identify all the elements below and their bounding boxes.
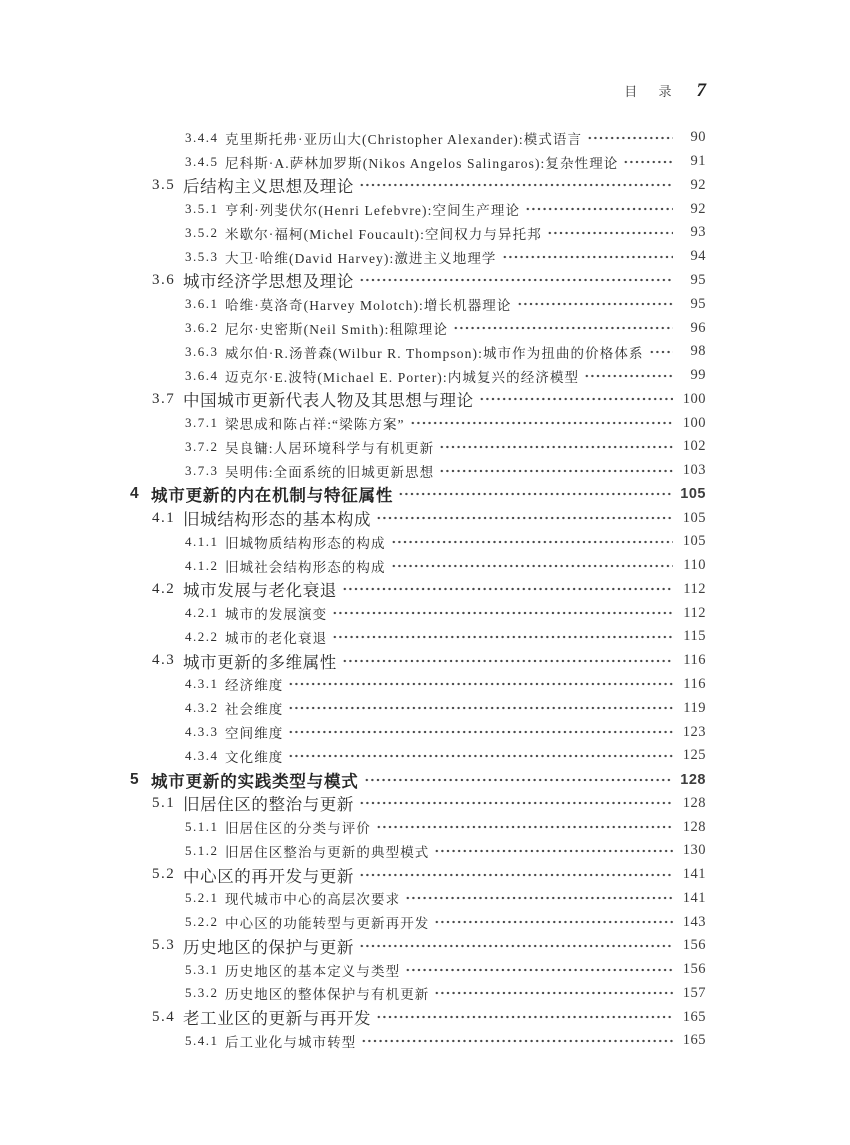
toc-entry-number: 3.6.4 — [185, 367, 219, 383]
toc-entry — [130, 815, 706, 839]
toc-entry — [130, 411, 706, 435]
toc-entry — [130, 364, 706, 388]
toc-entry-page: 128 — [682, 794, 706, 811]
toc-entry-title: 城市发展与老化衰退 — [183, 581, 337, 601]
toc-entry-page: 105 — [682, 509, 706, 526]
toc-entry-number: 4.2.2 — [185, 628, 219, 644]
toc-entry — [130, 435, 706, 459]
toc-entry-page: 102 — [682, 438, 706, 455]
toc-entry — [130, 720, 706, 744]
toc-entry-page: 105 — [682, 533, 706, 550]
toc-entry-title: 历史地区的保护与更新 — [183, 937, 354, 957]
toc-entry-page: 116 — [683, 652, 706, 669]
toc-entry-title: 历史地区的整体保护与有机更新 — [225, 987, 430, 1003]
toc-entry — [130, 292, 706, 316]
toc-entry-number: 4.3 — [152, 652, 176, 669]
toc-entry — [130, 150, 706, 174]
dot-leader — [342, 585, 673, 593]
toc-entry-title: 大卫·哈维(David Harvey):激进主义地理学 — [225, 250, 497, 266]
toc-entry-number: 3.4.5 — [185, 153, 219, 169]
toc-entry-number: 3.5.1 — [185, 201, 219, 217]
toc-entry-number: 3.7.3 — [185, 462, 219, 478]
dot-leader — [359, 181, 673, 189]
toc-entry-number: 3.6.2 — [185, 320, 219, 335]
toc-entry-number: 5.2 — [152, 866, 176, 883]
toc-entry-number: 5 — [130, 770, 139, 788]
toc-entry — [130, 126, 706, 150]
dot-leader — [502, 253, 673, 261]
toc-entry-number: 4.1.2 — [185, 557, 219, 573]
dot-leader — [288, 728, 673, 736]
toc-entry-page: 90 — [690, 129, 706, 146]
toc-entry-title: 空间维度 — [225, 726, 284, 742]
toc-entry — [130, 578, 706, 602]
toc-entry-page: 112 — [683, 580, 706, 597]
toc-entry-number: 4.2.1 — [185, 605, 219, 621]
toc-entry-number: 3.7 — [152, 390, 176, 407]
dot-leader — [364, 776, 673, 784]
toc-entry-number: 3.4.4 — [185, 129, 219, 145]
toc-entry — [130, 601, 706, 625]
toc-entry-number: 5.1.2 — [185, 842, 219, 858]
toc-entry-page: 93 — [690, 224, 706, 241]
dot-leader — [288, 680, 673, 688]
dot-leader — [439, 467, 673, 475]
dot-leader — [376, 823, 673, 831]
dot-leader — [332, 609, 673, 617]
toc-entry — [130, 530, 706, 554]
page-header — [624, 80, 706, 102]
toc-entry-page: 130 — [682, 842, 706, 859]
toc-entry — [130, 934, 706, 958]
toc-entry-title: 城市更新的多维属性 — [183, 652, 337, 672]
toc-entry-number: 3.7.1 — [185, 415, 219, 431]
toc-entry-number: 4.3.2 — [185, 700, 219, 716]
toc-entry-page: 95 — [690, 295, 706, 312]
toc-entry-number: 3.5 — [152, 176, 176, 193]
toc-entry-number: 5.4.1 — [185, 1032, 219, 1048]
dot-leader — [434, 989, 673, 997]
toc-entry-page: 103 — [682, 462, 706, 479]
toc-entry-page: 92 — [690, 200, 706, 217]
toc-entry-title: 中国城市更新代表人物及其思想与理论 — [183, 391, 474, 411]
toc-entry-number: 5.4 — [152, 1008, 176, 1025]
dot-leader — [342, 657, 673, 665]
toc-entry — [130, 625, 706, 649]
toc-entry-page: 95 — [690, 271, 706, 288]
dot-leader — [649, 348, 673, 356]
toc-entry-title: 中心区的再开发与更新 — [183, 866, 354, 886]
toc-entry — [130, 387, 706, 411]
dot-leader — [525, 205, 673, 213]
toc-entry — [130, 839, 706, 863]
toc-entry-number: 5.3 — [152, 937, 176, 954]
running-head-title: 目 录 — [624, 84, 678, 99]
dot-leader — [359, 276, 673, 284]
toc-entry-page: 105 — [680, 486, 706, 503]
toc-entry — [130, 863, 706, 887]
toc-entry — [130, 459, 706, 483]
toc-entry-page: 94 — [690, 248, 706, 265]
dot-leader — [391, 562, 673, 570]
toc-entry-title: 吴良镛:人居环境科学与有机更新 — [225, 440, 435, 456]
toc-entry — [130, 696, 706, 720]
toc-entry-page: 100 — [682, 390, 706, 407]
toc-entry — [130, 506, 706, 530]
toc-entry — [130, 554, 706, 578]
toc-entry — [130, 649, 706, 673]
toc-entry-title: 旧城社会结构形态的构成 — [225, 559, 386, 575]
toc-entry-number: 3.6 — [152, 271, 176, 288]
toc-entry-title: 哈维·莫洛奇(Harvey Molotch):增长机器理论 — [225, 298, 512, 314]
toc-entry-title: 城市的老化衰退 — [225, 630, 328, 646]
toc-entry-page: 112 — [683, 604, 706, 621]
toc-entry-number: 5.2.2 — [185, 914, 219, 930]
toc-entry-title: 克里斯托弗·亚历山大(Christopher Alexander):模式语言 — [225, 131, 583, 147]
toc-entry-title: 旧居住区的整治与更新 — [183, 795, 354, 815]
toc-entry-number: 3.7.2 — [185, 438, 219, 454]
toc-entry-page: 115 — [683, 628, 706, 645]
toc-entry-number: 4.1.1 — [185, 533, 219, 549]
toc-entry — [130, 221, 706, 245]
dot-leader — [359, 871, 673, 879]
dot-leader — [398, 490, 673, 498]
toc-entry-number: 5.3.2 — [185, 985, 219, 1001]
toc-entry-page: 110 — [683, 557, 706, 574]
dot-leader — [361, 1037, 673, 1045]
dot-leader — [288, 752, 673, 760]
toc-entry — [130, 673, 706, 697]
toc-entry-title: 中心区的功能转型与更新再开发 — [225, 916, 430, 932]
toc-entry — [130, 316, 706, 340]
dot-leader — [479, 395, 673, 403]
toc-entry-title: 历史地区的基本定义与类型 — [225, 963, 401, 979]
toc-entry-title: 城市更新的实践类型与模式 — [151, 772, 359, 791]
dot-leader — [453, 324, 673, 332]
toc-list — [130, 126, 706, 1053]
toc-entry — [130, 791, 706, 815]
toc-entry — [130, 245, 706, 269]
toc-entry-title: 城市的发展演变 — [225, 607, 328, 623]
toc-entry — [130, 768, 706, 792]
toc-entry — [130, 982, 706, 1006]
dot-leader — [359, 942, 673, 950]
toc-entry-number: 5.1 — [152, 794, 176, 811]
toc-entry-number: 4.2 — [152, 580, 176, 597]
toc-entry-title: 吴明伟:全面系统的旧城更新思想 — [225, 464, 435, 480]
toc-entry-title: 威尔伯·R.汤普森(Wilbur R. Thompson):城市作为扭曲的价格体系 — [225, 345, 644, 361]
toc-entry-title: 迈克尔·E.波特(Michael E. Porter):内城复兴的经济模型 — [225, 369, 580, 385]
toc-entry-title: 亨利·列斐伏尔(Henri Lefebvre):空间生产理论 — [225, 203, 521, 219]
toc-entry — [130, 910, 706, 934]
toc-entry — [130, 340, 706, 364]
dot-leader — [376, 514, 673, 522]
toc-entry — [130, 269, 706, 293]
toc-entry-page: 141 — [682, 889, 706, 906]
toc-entry-page: 125 — [682, 747, 706, 764]
toc-entry-title: 旧居住区整治与更新的典型模式 — [225, 844, 430, 860]
toc-entry-number: 3.6.3 — [185, 343, 219, 359]
toc-entry-page: 98 — [690, 343, 706, 360]
toc-entry-page: 99 — [690, 367, 706, 384]
dot-leader — [587, 134, 673, 142]
toc-entry-page: 156 — [682, 937, 706, 954]
toc-entry-title: 后工业化与城市转型 — [225, 1034, 357, 1050]
dot-leader — [376, 1013, 673, 1021]
running-head-page-number: 7 — [696, 80, 706, 101]
toc-entry-number: 4.3.1 — [185, 676, 219, 692]
toc-entry-page: 165 — [682, 1032, 706, 1049]
toc-entry-title: 社会维度 — [225, 702, 284, 718]
toc-entry-page: 91 — [690, 153, 706, 170]
toc-entry-number: 5.1.1 — [185, 819, 219, 835]
dot-leader — [288, 704, 673, 712]
toc-entry-number: 5.3.1 — [185, 961, 219, 977]
toc-entry — [130, 958, 706, 982]
toc-entry-number: 3.6.1 — [185, 296, 219, 312]
toc-entry — [130, 744, 706, 768]
toc-entry-page: 100 — [682, 414, 706, 431]
toc-entry-number: 5.2.1 — [185, 890, 219, 906]
toc-entry-page: 141 — [682, 866, 706, 883]
toc-entry — [130, 887, 706, 911]
dot-leader — [332, 633, 673, 641]
toc-entry-page: 96 — [690, 319, 706, 336]
dot-leader — [434, 847, 673, 855]
toc-entry-page: 92 — [690, 176, 706, 193]
dot-leader — [434, 918, 673, 926]
toc-entry-number: 3.5.2 — [185, 224, 219, 240]
toc-entry-title: 尼科斯·A.萨林加罗斯(Nikos Angelos Salingaros):复杂性理论 — [225, 155, 619, 171]
toc-entry-page: 157 — [682, 984, 706, 1001]
dot-leader — [405, 894, 673, 902]
dot-leader — [410, 419, 673, 427]
toc-entry-title: 城市更新的内在机制与特征属性 — [151, 487, 394, 506]
dot-leader — [547, 229, 673, 237]
dot-leader — [623, 158, 673, 166]
toc-entry-number: 4.3.3 — [185, 724, 219, 740]
toc-entry-title: 现代城市中心的高层次要求 — [225, 892, 401, 908]
toc-entry-page: 123 — [682, 723, 706, 740]
toc-entry-title: 尼尔·史密斯(Neil Smith):租隙理论 — [225, 322, 448, 337]
toc-entry-title: 文化维度 — [225, 749, 284, 765]
toc-entry-page: 119 — [683, 699, 706, 716]
toc-entry-title: 后结构主义思想及理论 — [183, 177, 354, 197]
toc-entry-page: 156 — [682, 961, 706, 978]
toc-entry — [130, 1029, 706, 1053]
dot-leader — [584, 372, 673, 380]
toc-entry-page: 116 — [683, 675, 706, 692]
toc-entry-number: 3.5.3 — [185, 248, 219, 264]
toc-entry-title: 旧城物质结构形态的构成 — [225, 535, 386, 551]
dot-leader — [391, 538, 673, 546]
toc-entry-title: 米歇尔·福柯(Michel Foucault):空间权力与异托邦 — [225, 226, 542, 242]
toc-entry-title: 梁思成和陈占祥:“梁陈方案” — [225, 417, 405, 433]
toc-entry-title: 老工业区的更新与再开发 — [183, 1009, 372, 1029]
dot-leader — [405, 966, 673, 974]
toc-entry-page: 165 — [682, 1008, 706, 1025]
toc-entry-page: 128 — [680, 771, 706, 788]
toc-entry — [130, 174, 706, 198]
toc-entry — [130, 197, 706, 221]
toc-entry-number: 4 — [130, 485, 139, 503]
toc-entry-page: 128 — [682, 818, 706, 835]
toc-entry — [130, 1005, 706, 1029]
toc-entry-number: 4.3.4 — [185, 747, 219, 763]
toc-entry-title: 经济维度 — [225, 678, 284, 694]
toc-entry-title: 旧居住区的分类与评价 — [225, 821, 371, 837]
dot-leader — [517, 300, 674, 308]
toc-entry — [130, 482, 706, 506]
toc-entry-title: 旧城结构形态的基本构成 — [183, 510, 372, 530]
toc-entry-page: 143 — [682, 913, 706, 930]
toc-entry-number: 4.1 — [152, 509, 176, 526]
toc-entry-title: 城市经济学思想及理论 — [183, 272, 354, 292]
dot-leader — [439, 443, 673, 451]
dot-leader — [359, 799, 673, 807]
